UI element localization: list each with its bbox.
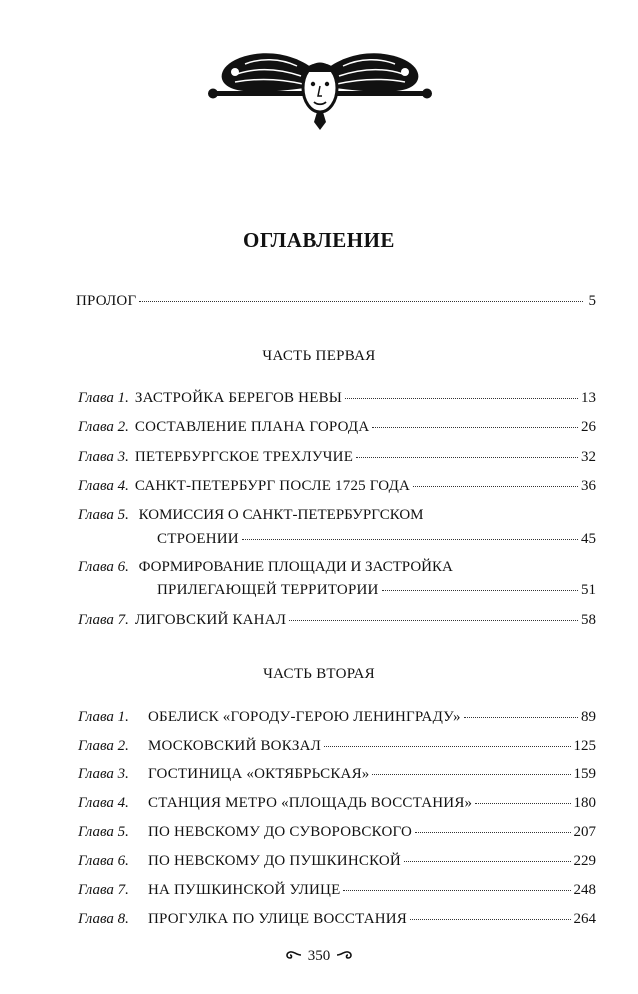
toc-entry-title: ОБЕЛИСК «ГОРОДУ-ГЕРОЮ ЛЕНИНГРАДУ» xyxy=(148,709,461,725)
chapter-label: Глава 7. xyxy=(78,882,129,898)
dot-leader xyxy=(404,861,571,862)
toc-entry[interactable] xyxy=(78,417,596,437)
page-number: 350 xyxy=(307,948,331,964)
toc-entry-title: ПО НЕВСКОМУ ДО СУВОРОВСКОГО xyxy=(148,824,413,840)
chapter-label: Глава 5. xyxy=(78,507,129,523)
toc-entry-first-line[interactable] xyxy=(78,557,453,577)
swirl-right-icon xyxy=(336,949,354,965)
dot-leader xyxy=(324,746,570,747)
dot-leader xyxy=(475,803,570,804)
toc-entry-page: 159 xyxy=(573,766,596,782)
chapter-label: Глава 2. xyxy=(78,738,129,754)
toc-entry[interactable] xyxy=(78,610,596,630)
toc-entry-title: ФОРМИРОВАНИЕ ПЛОЩАДИ И ЗАСТРОЙКА xyxy=(138,559,453,575)
dot-leader xyxy=(413,486,578,487)
chapter-label: Глава 3. xyxy=(78,766,129,782)
toc-entry-title: ПЕТЕРБУРГСКОЕ ТРЕХЛУЧИЕ xyxy=(134,449,354,465)
chapter-label: Глава 6. xyxy=(78,853,129,869)
chapter-label: Глава 2. xyxy=(78,419,129,435)
part-heading: ЧАСТЬ ПЕРВАЯ xyxy=(262,348,376,364)
toc-entry-title: СОСТАВЛЕНИЕ ПЛАНА ГОРОДА xyxy=(134,419,370,435)
chapter-label: Глава 4. xyxy=(78,795,129,811)
dot-leader xyxy=(242,539,578,540)
toc-entry-page: 45 xyxy=(581,531,596,547)
toc-entry[interactable] xyxy=(78,822,596,842)
toc-entry[interactable] xyxy=(78,388,596,408)
dot-leader xyxy=(372,427,578,428)
chapter-label: Глава 3. xyxy=(78,449,129,465)
chapter-label: Глава 1. xyxy=(78,390,129,406)
toc-entry-page: 51 xyxy=(581,582,596,598)
toc-entry-title: МОСКОВСКИЙ ВОКЗАЛ xyxy=(148,738,322,754)
toc-entry-continuation[interactable] xyxy=(157,580,596,600)
dot-leader xyxy=(289,620,578,621)
toc-entry-title-continuation: СТРОЕНИИ xyxy=(157,531,239,547)
chapter-label: Глава 7. xyxy=(78,612,129,628)
toc-entry[interactable] xyxy=(78,707,596,727)
page-footer xyxy=(0,948,638,965)
toc-entry-page: 89 xyxy=(581,709,596,725)
winged-mask-ornament-icon xyxy=(205,42,435,134)
toc-entry-title: СТАНЦИЯ МЕТРО «ПЛОЩАДЬ ВОССТАНИЯ» xyxy=(148,795,473,811)
toc-entry-page: 13 xyxy=(581,390,596,406)
dot-leader xyxy=(343,890,570,891)
toc-entry[interactable] xyxy=(78,476,596,496)
dot-leader xyxy=(410,919,571,920)
toc-entry-title: ПРОГУЛКА ПО УЛИЦЕ ВОССТАНИЯ xyxy=(148,911,407,927)
dot-leader xyxy=(464,717,578,718)
toc-entry[interactable] xyxy=(78,909,596,929)
toc-entry-title-continuation: ПРИЛЕГАЮЩЕЙ ТЕРРИТОРИИ xyxy=(157,582,379,598)
toc-entry-page: 180 xyxy=(573,795,596,811)
toc-entry-page: 125 xyxy=(573,738,596,754)
toc-entry-page: 207 xyxy=(573,824,596,840)
toc-entry-title: ЗАСТРОЙКА БЕРЕГОВ НЕВЫ xyxy=(134,390,343,406)
chapter-label: Глава 5. xyxy=(78,824,129,840)
toc-entry[interactable] xyxy=(78,851,596,871)
toc-entry[interactable] xyxy=(78,793,596,813)
swirl-left-icon xyxy=(284,949,302,965)
toc-entry-page: 248 xyxy=(573,882,596,898)
chapter-label: Глава 8. xyxy=(78,911,129,927)
toc-entry[interactable] xyxy=(78,764,596,784)
toc-entry-page: 26 xyxy=(581,419,596,435)
chapter-label: Глава 4. xyxy=(78,478,129,494)
toc-entry[interactable] xyxy=(78,736,596,756)
toc-entry-page: 264 xyxy=(573,911,596,927)
part-heading: ЧАСТЬ ВТОРАЯ xyxy=(263,666,375,682)
toc-entry-prologue[interactable] xyxy=(76,291,596,311)
toc-entry-title: КОМИССИЯ О САНКТ-ПЕТЕРБУРГСКОМ xyxy=(138,507,424,523)
toc-entry-page: 32 xyxy=(581,449,596,465)
toc-entry[interactable] xyxy=(78,880,596,900)
dot-leader xyxy=(345,398,578,399)
toc-entry-title: САНКТ-ПЕТЕРБУРГ ПОСЛЕ 1725 ГОДА xyxy=(134,478,411,494)
dot-leader xyxy=(415,832,570,833)
dot-leader xyxy=(139,301,583,302)
toc-entry-first-line[interactable] xyxy=(78,505,424,525)
toc-entry-title: НА ПУШКИНСКОЙ УЛИЦЕ xyxy=(148,882,341,898)
toc-entry-continuation[interactable] xyxy=(157,529,596,549)
chapter-label: Глава 6. xyxy=(78,559,129,575)
toc-entry-title: ГОСТИНИЦА «ОКТЯБРЬСКАЯ» xyxy=(148,766,370,782)
dot-leader xyxy=(372,774,570,775)
toc-entry[interactable] xyxy=(78,447,596,467)
dot-leader xyxy=(382,590,578,591)
toc-entry-page: 229 xyxy=(573,853,596,869)
toc-entry-title: ПРОЛОГ xyxy=(76,293,137,309)
page-title: ОГЛАВЛЕНИЕ xyxy=(243,228,395,252)
toc-entry-page: 5 xyxy=(588,293,596,309)
dot-leader xyxy=(356,457,578,458)
toc-entry-page: 36 xyxy=(581,478,596,494)
toc-entry-page: 58 xyxy=(581,612,596,628)
toc-entry-title: ЛИГОВСКИЙ КАНАЛ xyxy=(134,612,287,628)
toc-entry-title: ПО НЕВСКОМУ ДО ПУШКИНСКОЙ xyxy=(148,853,401,869)
chapter-label: Глава 1. xyxy=(78,709,129,725)
